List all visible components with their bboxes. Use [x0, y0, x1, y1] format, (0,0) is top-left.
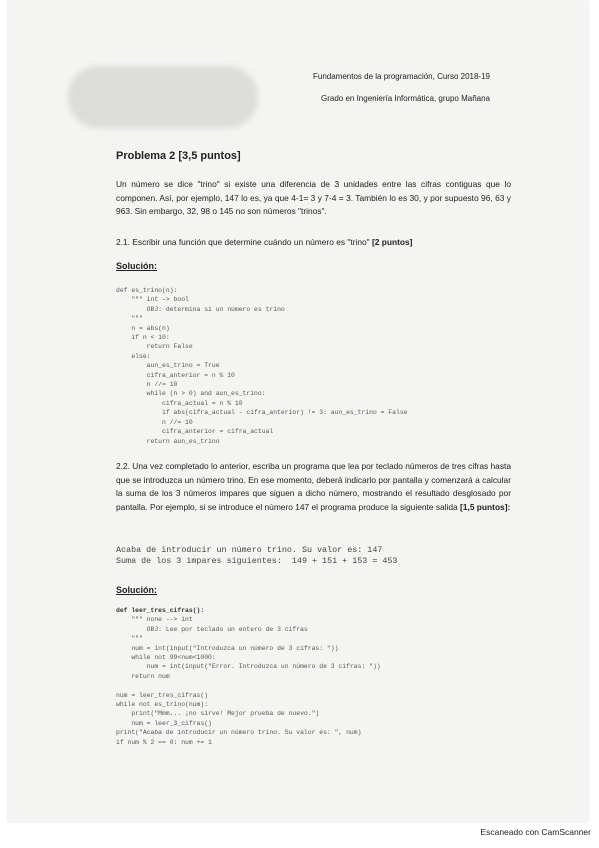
function-signature: def leer_tres_cifras():	[116, 607, 205, 614]
redacted-area	[68, 66, 258, 128]
degree-header: Grado en Ingeniería Informática, grupo Mañana	[321, 94, 490, 103]
code-body: """ none --> int OBJ: Lee por teclado un entero de 3 cifras """ num = int(input("Introduzca un número de 3 cifras: ")) while not 99<num<1000: num = int(input("Error. Introduzca un número de 3 cifras: ")) return num num = leer_tres_cifras() while not es_trino(num): print("Mmm... ¡no sirve! Mejor prueba de nuevo.") num = leer_3_cifras() print("Acaba de introducir un número trino. Su valor es: ", num) if num % 2 == 0: num += 1	[116, 616, 381, 746]
scanned-page	[8, 0, 588, 822]
scanner-watermark: Escaneado con CamScanner	[480, 827, 591, 837]
solution-label-1: Solución:	[116, 261, 157, 271]
course-header: Fundamentos de la programación, Curso 2018-19	[313, 72, 490, 81]
part-1-points: [2 puntos]	[371, 237, 413, 247]
problem-intro: Un número se dice "trino" si existe una diferencia de 3 unidades entre las cifras contiguas que lo componen. Así, por ejemplo, 147 lo es, ya que 4-1= 3 y 7-4 = 3. También lo es 30, y por supuesto 96, 63 y 963. Sin embargo, 32, 98 o 145 no son números "trinos".	[116, 179, 511, 217]
problem-title: Problema 2 [3,5 puntos]	[116, 150, 241, 162]
part-1-statement	[116, 236, 511, 250]
part-2-text: 2.2. Una vez completado lo anterior, escriba un programa que lea por teclado números de tres cifras hasta que se introduzca un número trino. En ese momento, deberá indicarlo por pantalla y comenzará a calcular la suma de los 3 números impares que siguen a dicho número, mostrando el resultado desglosado por pantalla. Por ejemplo, si se introduce el número 147 el programa produce la siguiente salida	[116, 461, 511, 512]
program-output: Acaba de introducir un número trino. Su valor es: 147 Suma de los 3 impares siguientes: 149 + 151 + 153 = 453	[116, 545, 398, 566]
part-1-text: 2.1. Escribir una función que determine cuándo un número es "trino"	[116, 237, 370, 247]
solution-label-2: Solución:	[116, 585, 157, 595]
part-2-statement	[116, 460, 511, 514]
code-block-leer-tres-cifras	[116, 606, 381, 747]
part-2-points: [1,5 puntos]:	[460, 501, 511, 512]
code-block-es-trino: def es_trino(n): """ int -> bool OBJ: determina si un número es trino """ n = abs(n) if n < 10: return False else: aun_es_trino = True cifra_anterior = n % 10 n //= 10 while (n > 0) and aun_es_trino: cifra_actual = n % 10 if abs(cifra_actual - cifra_anterior) != 3: aun_es_trino = False n //= 10 cifra_anterior = cifra_actual return aun_es_trino	[116, 287, 408, 445]
